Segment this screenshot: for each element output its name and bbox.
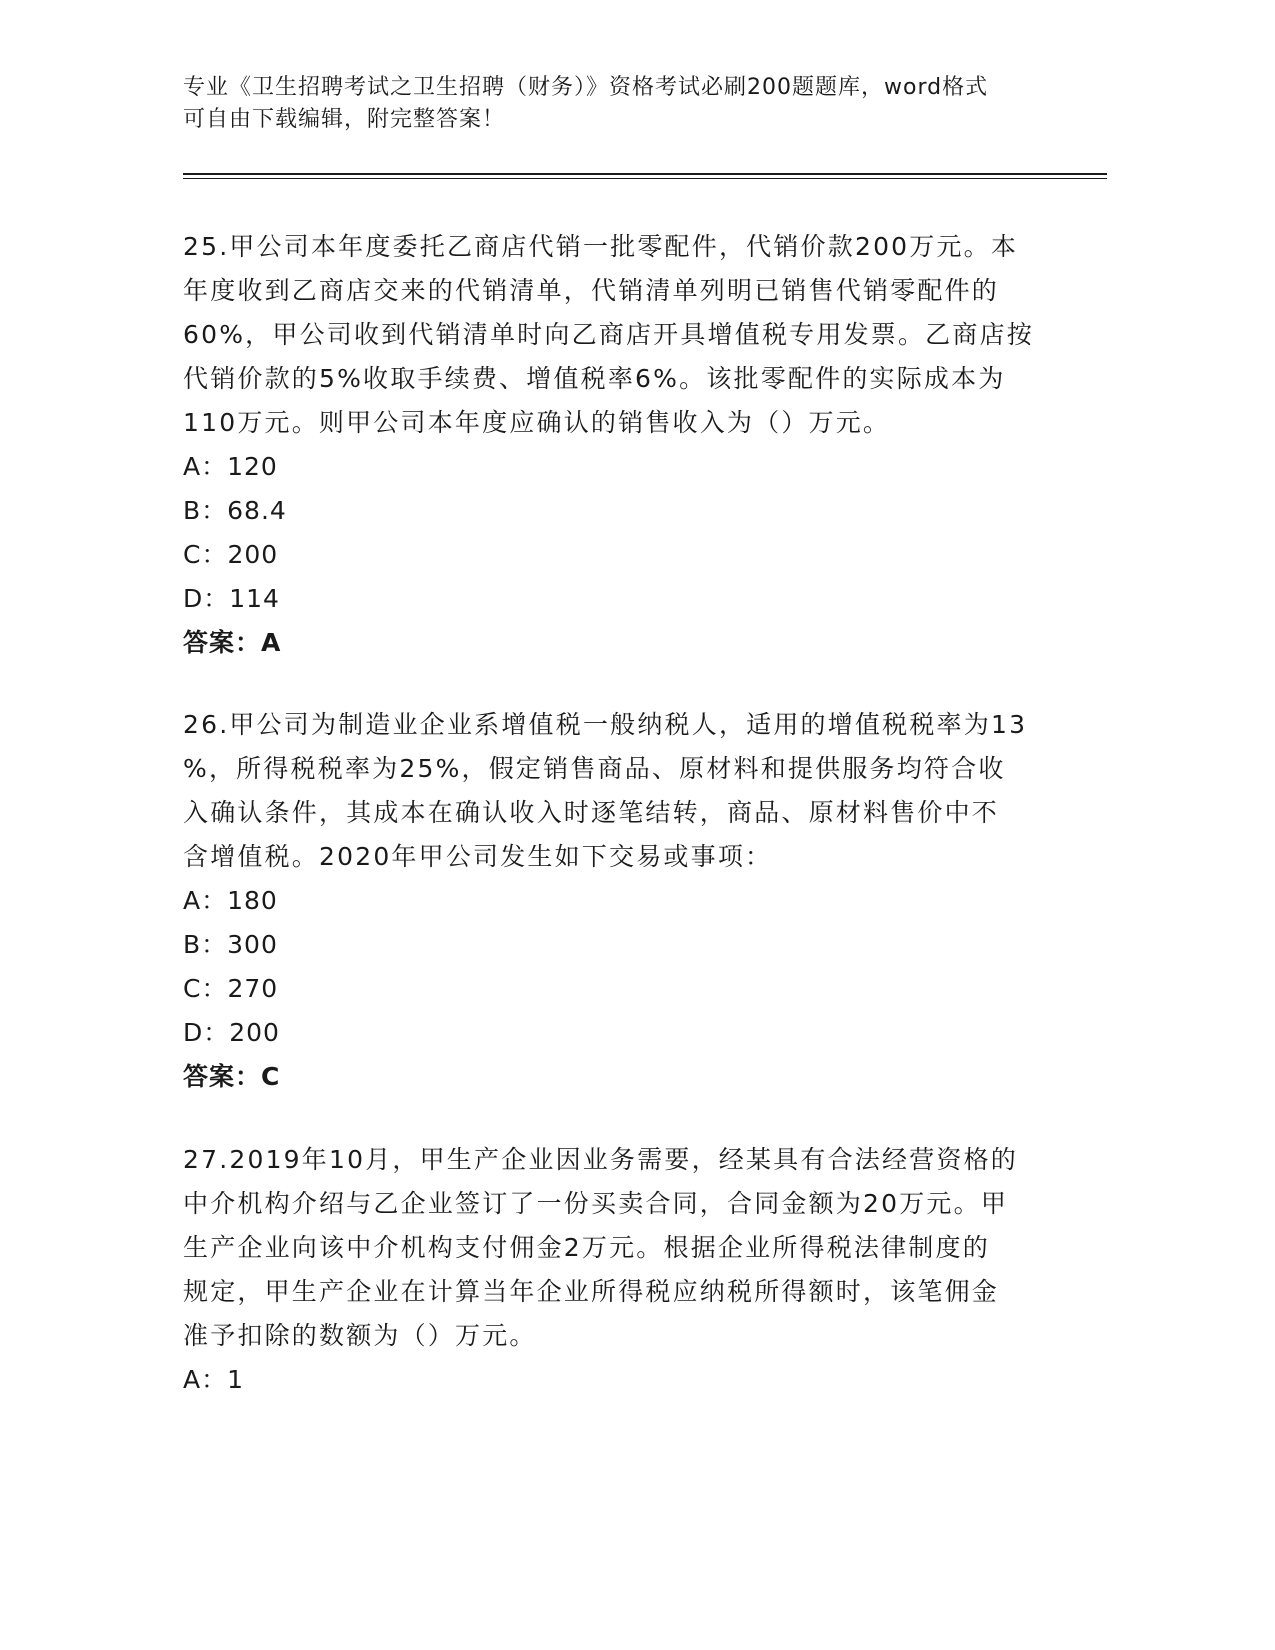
option-c: C：200: [183, 540, 279, 569]
question-text-line: 代销价款的5%收取手续费、增值税率6%。该批零配件的实际成本为: [183, 364, 1006, 393]
question-text-line: 准予扣除的数额为（）万元。: [183, 1321, 537, 1350]
question-26: [183, 703, 1063, 1099]
question-25: [183, 225, 1063, 665]
option-b: B：68.4: [183, 496, 287, 525]
header-line: 可自由下载编辑，附完整答案！: [183, 107, 506, 132]
header-line: 专业《卫生招聘考试之卫生招聘（财务）》资格考试必刷200题题库，word格式: [183, 75, 989, 100]
question-text-line: 110万元。则甲公司本年度应确认的销售收入为（）万元。: [183, 408, 891, 437]
header-divider-thick: [183, 173, 1107, 175]
option-d: D：114: [183, 584, 280, 613]
question-27: [183, 1138, 1063, 1402]
question-text-line: 27.2019年10月，甲生产企业因业务需要，经某具有合法经营资格的: [183, 1145, 1018, 1174]
option-a: A：1: [183, 1365, 245, 1394]
document-header: [183, 72, 1063, 136]
question-text-line: 25.甲公司本年度委托乙商店代销一批零配件，代销价款200万元。本: [183, 232, 1019, 261]
option-a: A：180: [183, 886, 278, 915]
answer-label: 答案：A: [183, 628, 282, 657]
question-text-line: 中介机构介绍与乙企业签订了一份买卖合同，合同金额为20万元。甲: [183, 1189, 1009, 1218]
question-text-line: 含增值税。2020年甲公司发生如下交易或事项：: [183, 842, 773, 871]
question-text-line: 规定，甲生产企业在计算当年企业所得税应纳税所得额时，该笔佣金: [183, 1277, 1000, 1306]
question-text-line: 生产企业向该中介机构支付佣金2万元。根据企业所得税法律制度的: [183, 1233, 990, 1262]
question-text-line: 年度收到乙商店交来的代销清单，代销清单列明已销售代销零配件的: [183, 276, 1000, 305]
header-divider-thin: [183, 178, 1107, 179]
question-text-line: 60%，甲公司收到代销清单时向乙商店开具增值税专用发票。乙商店按: [183, 320, 1034, 349]
question-text-line: 入确认条件，其成本在确认收入时逐笔结转，商品、原材料售价中不: [183, 798, 1000, 827]
answer-label: 答案：C: [183, 1062, 281, 1091]
question-text-line: %，所得税税率为25%，假定销售商品、原材料和提供服务均符合收: [183, 754, 1006, 783]
option-d: D：200: [183, 1018, 280, 1047]
question-text-line: 26.甲公司为制造业企业系增值税一般纳税人，适用的增值税税率为13: [183, 710, 1028, 739]
option-c: C：270: [183, 974, 279, 1003]
option-a: A：120: [183, 452, 278, 481]
option-b: B：300: [183, 930, 278, 959]
